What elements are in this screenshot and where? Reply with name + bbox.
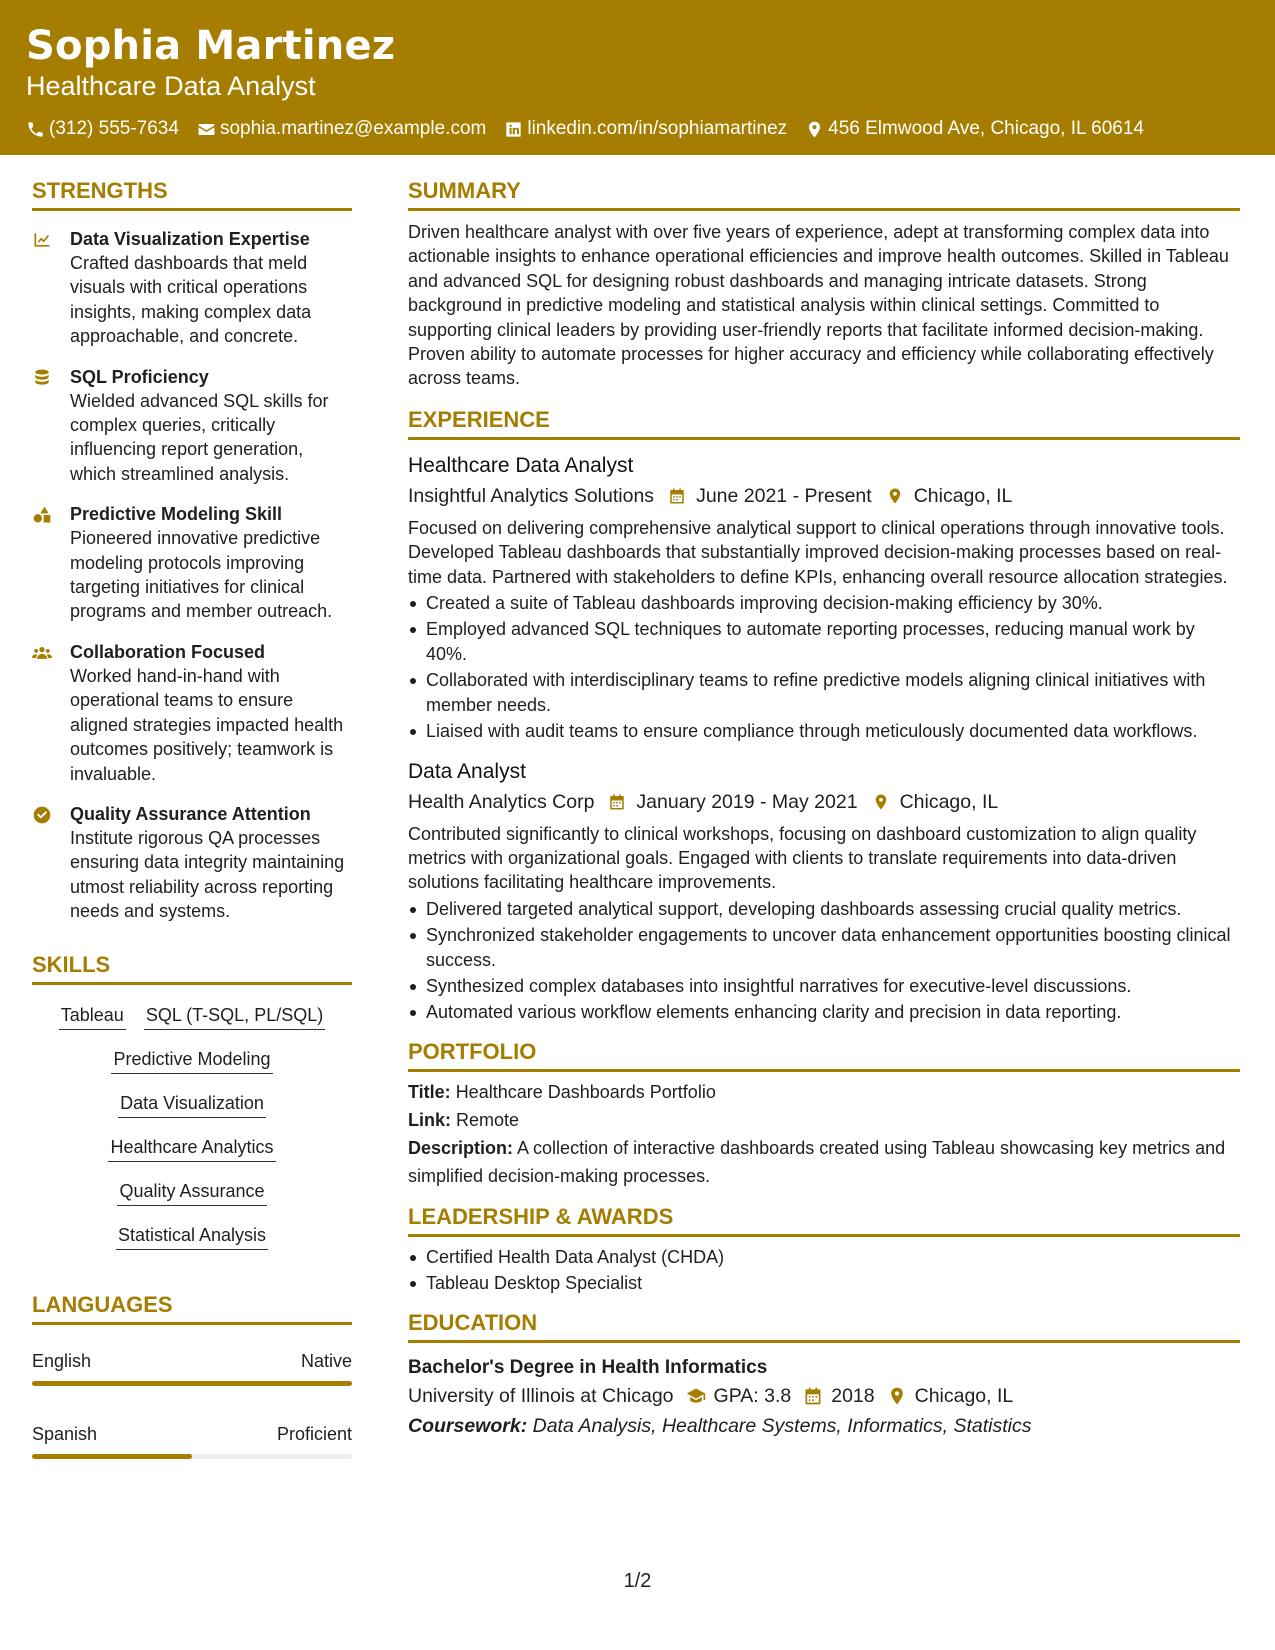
left-column (32, 176, 352, 1495)
skills-list (32, 1003, 352, 1250)
languages-list (32, 1349, 352, 1459)
chart-line-icon (32, 230, 52, 250)
job-description: Contributed significantly to clinical workshops, focusing on dashboard customization to align quality metrics with organizational goals. Engaged with clients to translate requirements into data-driven solutions facilitating healthcare improvements. (408, 823, 1197, 893)
map-pin-icon (805, 120, 824, 139)
job-entry (408, 452, 1240, 744)
job-company: Health Analytics Corp (408, 790, 595, 813)
strength-desc: Wielded advanced SQL skills for complex queries, critically influencing report generation, which streamlined analysis. (70, 390, 329, 484)
strength-desc: Pioneered innovative predictive modeling protocols improving targeting initiatives for clinical programs and member outreach. (70, 528, 333, 622)
portfolio-desc-label: Description: (408, 1137, 514, 1158)
strength-item (32, 227, 352, 349)
strength-desc: Crafted dashboards that meld visuals with critical operations insights, making complex data approachable, and concrete. (70, 253, 312, 347)
linkedin-text: linkedin.com/in/sophiamartinez (527, 118, 788, 139)
language-level: Native (300, 1350, 352, 1371)
portfolio-title-line (408, 1078, 1240, 1106)
strength-item (32, 802, 352, 924)
portfolio-title-value: Healthcare Dashboards Portfolio (455, 1081, 716, 1102)
education-school: University of Illinois at Chicago (408, 1384, 674, 1407)
resume-header (0, 0, 1275, 155)
shapes-icon (32, 505, 52, 525)
language-bar-fill (32, 1381, 352, 1386)
language-level: Proficient (276, 1423, 352, 1444)
strength-title: Collaboration Focused (70, 641, 266, 662)
education-location: Chicago, IL (914, 1384, 1014, 1407)
contact-linkedin[interactable] (504, 118, 787, 140)
strength-desc: Worked hand-in-hand with operational teams to ensure aligned strategies impacted health outcomes positively; teamwork is invaluable. (70, 665, 344, 784)
contact-phone[interactable] (26, 118, 179, 140)
job-location: Chicago, IL (913, 484, 1013, 507)
strength-title: SQL Proficiency (70, 366, 209, 387)
users-icon (32, 643, 52, 663)
leadership-list (408, 1245, 1240, 1296)
job-meta (408, 788, 1240, 816)
skill-tag: Quality Assurance (117, 1179, 266, 1206)
job-entry (408, 758, 1240, 1025)
coursework-text: Data Analysis, Healthcare Systems, Informatics, Statistics (532, 1414, 1032, 1437)
job-bullet: Automated various workflow elements enhancing clarity and precision in data reporting. (408, 1000, 1240, 1024)
language-item (32, 1349, 352, 1373)
job-title: Data Analyst (408, 759, 526, 783)
calendar-icon (668, 487, 686, 505)
award-item: Tableau Desktop Specialist (408, 1271, 1240, 1295)
portfolio-link-value[interactable]: Remote (456, 1109, 520, 1130)
award-item: Certified Health Data Analyst (CHDA) (408, 1245, 1240, 1269)
portfolio-desc-value: A collection of interactive dashboards created using Tableau showcasing key metrics and simplified decision-making processes. (408, 1137, 1226, 1186)
strength-item (32, 502, 352, 624)
job-bullet: Employed advanced SQL techniques to automate reporting processes, reducing manual work by 40%. (408, 617, 1240, 666)
calendar-icon (803, 1386, 823, 1406)
strength-title: Data Visualization Expertise (70, 229, 310, 249)
contact-address (805, 118, 1144, 140)
coursework-label: Coursework: (408, 1414, 528, 1437)
education-gpa: GPA: 3.8 (713, 1384, 792, 1407)
job-bullets (408, 897, 1240, 1025)
languages-heading: LANGUAGES (32, 1290, 352, 1325)
education-heading: EDUCATION (408, 1308, 1240, 1343)
job-meta (408, 482, 1240, 510)
portfolio-link-line (408, 1106, 1240, 1134)
right-column (408, 176, 1240, 1441)
strength-item (32, 365, 352, 487)
phone-icon (26, 120, 45, 139)
skill-tag: SQL (T-SQL, PL/SQL) (144, 1003, 325, 1030)
job-bullet: Collaborated with interdisciplinary teams to refine predictive models aligning clinical initiatives with member needs. (408, 668, 1240, 717)
candidate-name: Sophia Martinez (26, 23, 396, 69)
summary-text: Driven healthcare analyst with over five years of experience, adept at transforming complex data into actionable insights to enhance operational efficiencies and improve health outcomes. Skilled in Tableau and advanced SQL for designing robust dashboards and managing intricate datasets. Strong background in predictive modeling and statistical analysis within clinical settings. Committed to supporting clinical leaders by providing user-friendly reports that facilitate informed decision-making. Proven ability to automate processes for higher accuracy and efficiency while collaborating effectively across teams. (408, 222, 1229, 389)
language-item (32, 1422, 352, 1446)
job-location: Chicago, IL (899, 790, 999, 813)
job-bullet: Delivered targeted analytical support, developing dashboards assessing crucial quality metrics. (408, 897, 1240, 921)
job-bullet: Liaised with audit teams to ensure compliance through meticulously documented data workflows. (408, 719, 1240, 743)
language-bar-fill (32, 1454, 192, 1459)
skill-tag: Predictive Modeling (111, 1047, 272, 1074)
job-dates: June 2021 - Present (696, 484, 872, 507)
database-icon (32, 368, 52, 388)
map-pin-icon (872, 793, 890, 811)
envelope-icon (197, 120, 216, 139)
skill-tag: Statistical Analysis (116, 1223, 268, 1250)
strength-desc: Institute rigorous QA processes ensuring data integrity maintaining utmost reliability across reporting needs and systems. (70, 827, 345, 922)
portfolio-desc-line (408, 1134, 1240, 1190)
education-coursework (408, 1411, 1240, 1441)
linkedin-icon (504, 120, 523, 139)
email-text: sophia.martinez@example.com (219, 118, 487, 139)
language-name: Spanish (32, 1423, 98, 1444)
phone-text: (312) 555-7634 (49, 118, 179, 139)
language-name: English (32, 1350, 92, 1371)
graduation-cap-icon (686, 1386, 706, 1406)
contact-bar (26, 118, 1249, 140)
contact-email[interactable] (197, 118, 486, 140)
calendar-icon (608, 793, 626, 811)
summary-heading: SUMMARY (408, 176, 1240, 211)
map-pin-icon (886, 487, 904, 505)
experience-heading: EXPERIENCE (408, 405, 1240, 440)
strength-title: Quality Assurance Attention (70, 803, 311, 824)
job-bullet: Synthesized complex databases into insightful narratives for executive-level discussions. (408, 974, 1240, 998)
leadership-heading: LEADERSHIP & AWARDS (408, 1202, 1240, 1237)
strengths-heading: STRENGTHS (32, 176, 352, 211)
skill-tag: Data Visualization (118, 1091, 266, 1118)
skill-tag: Tableau (59, 1003, 126, 1030)
skill-tag: Healthcare Analytics (108, 1135, 275, 1162)
portfolio-title-label: Title: (408, 1081, 451, 1102)
education-year: 2018 (831, 1384, 875, 1407)
map-pin-icon (887, 1386, 907, 1406)
education-meta (408, 1381, 1240, 1411)
language-bar (32, 1381, 352, 1386)
strength-title: Predictive Modeling Skill (70, 504, 283, 525)
strength-item (32, 640, 352, 786)
check-circle-icon (32, 805, 52, 825)
job-description: Focused on delivering comprehensive analytical support to clinical operations through innovative tools. Developed Tableau dashboards that substantially improved decision-making processes based on real-time data. Partnered with stakeholders to define KPIs, enhancing overall resource allocation strategies. (408, 517, 1228, 587)
page-number: 1/2 (623, 1570, 652, 1592)
portfolio-block (408, 1078, 1240, 1190)
portfolio-heading: PORTFOLIO (408, 1037, 1240, 1072)
language-bar (32, 1454, 352, 1459)
job-company: Insightful Analytics Solutions (408, 484, 655, 507)
job-bullet: Synchronized stakeholder engagements to uncover data enhancement opportunities boosting clinical success. (408, 923, 1240, 972)
skills-heading: SKILLS (32, 950, 352, 985)
job-title: Healthcare Data Analyst (408, 453, 634, 477)
portfolio-link-label: Link: (408, 1109, 451, 1130)
address-text: 456 Elmwood Ave, Chicago, IL 60614 (828, 118, 1144, 139)
job-bullets (408, 591, 1240, 743)
job-dates: January 2019 - May 2021 (636, 790, 858, 813)
candidate-title: Healthcare Data Analyst (26, 71, 316, 101)
job-bullet: Created a suite of Tableau dashboards improving decision-making efficiency by 30%. (408, 591, 1240, 615)
education-degree: Bachelor's Degree in Health Informatics (408, 1356, 768, 1378)
